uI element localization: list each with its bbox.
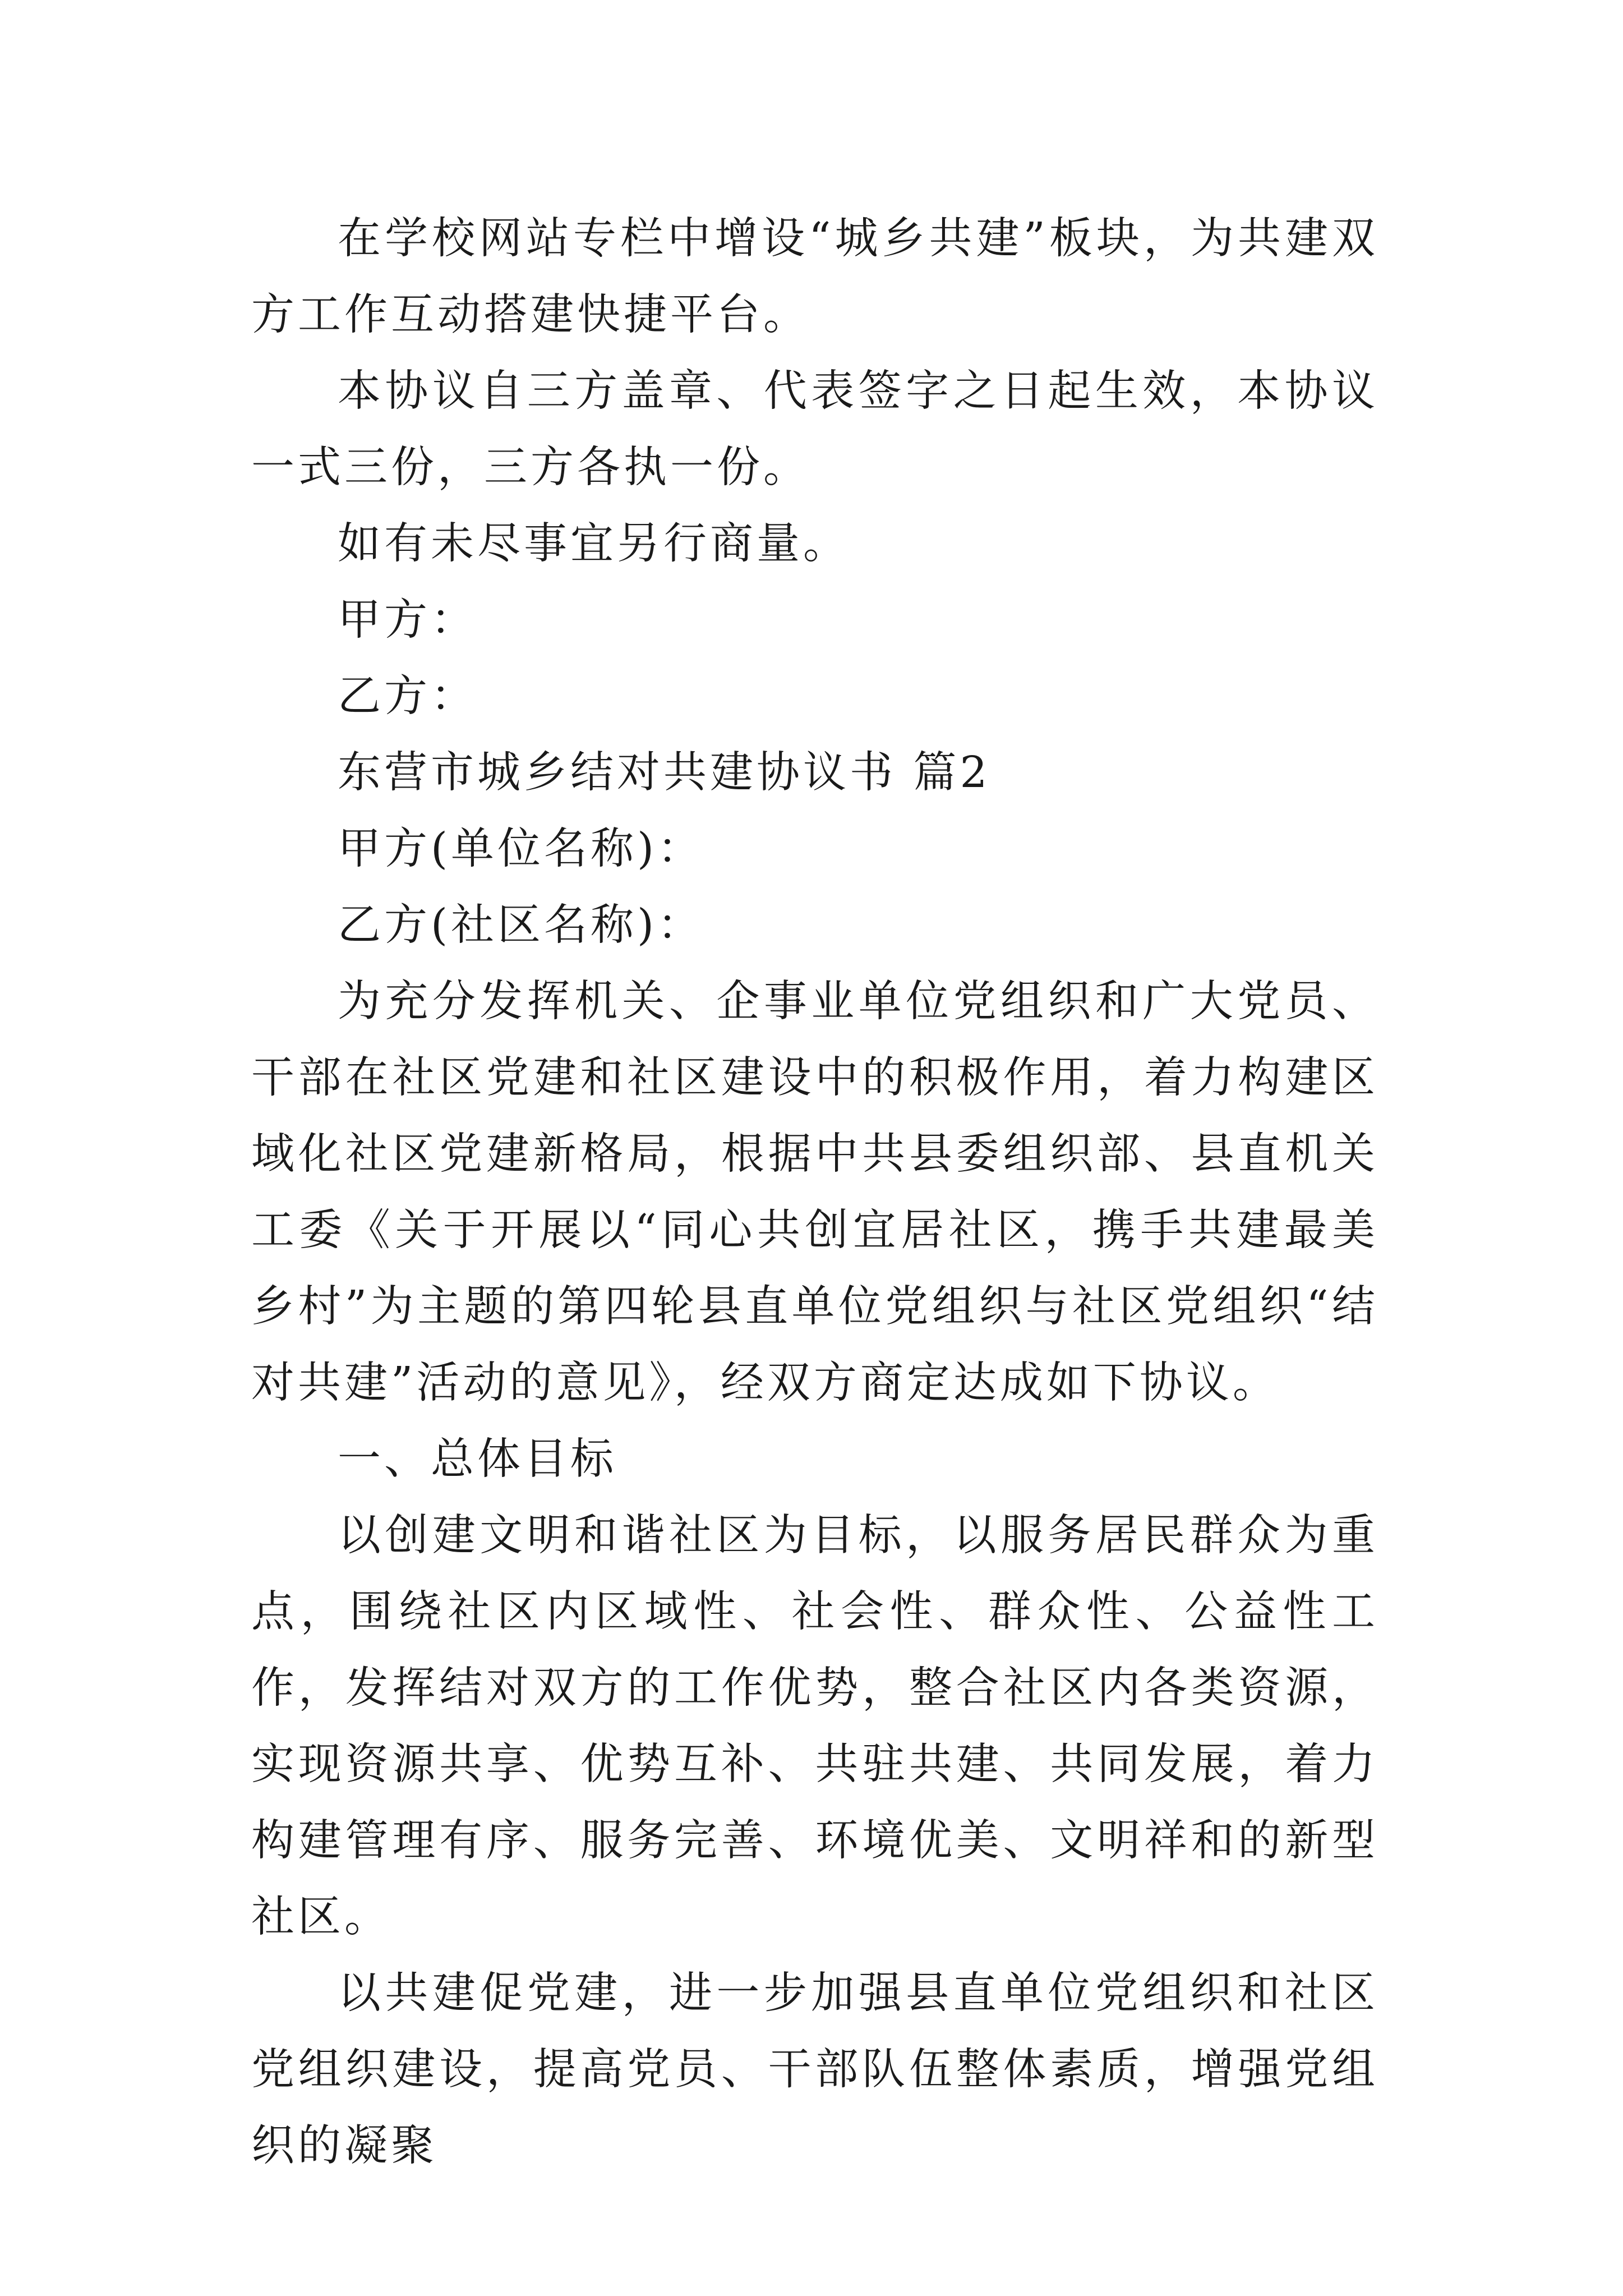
- paragraph-agreement-effective: 本协议自三方盖章、代表签字之日起生效，本协议一式三份，三方各执一份。: [251, 366, 1378, 493]
- heading-overall-goal: 一、总体目标: [338, 1434, 617, 1484]
- paragraph-goal-community: 以创建文明和谐社区为目标，以服务居民群众为重点，围绕社区内区域性、社会性、群众性、公益性工作，发挥结对双方的工作优势，整合社区内各类资源，实现资源共享、优势互补、共驻共建、共同发展，着力构建管理有序、服务完善、环境优美、文明祥和的新型社区。: [251, 1511, 1378, 1942]
- party-a-label: 甲方：: [338, 595, 477, 645]
- paragraph-other-matters: 如有未尽事宜另行商量。: [338, 519, 850, 569]
- party-b-label: 乙方：: [338, 671, 477, 721]
- paragraph-website-section: 在学校网站专栏中增设“城乡共建”板块，为共建双方工作互动搭建快捷平台。: [251, 214, 1378, 340]
- party-b-community-name: 乙方(社区名称)：: [338, 900, 704, 950]
- paragraph-goal-party-building: 以共建促党建，进一步加强县直单位党组织和社区党组织建设，提高党员、干部队伍整体素质，增强党组织的凝聚: [251, 1968, 1378, 2171]
- party-a-unit-name: 甲方(单位名称)：: [338, 824, 704, 874]
- section-title-part-2: 东营市城乡结对共建协议书 篇2: [338, 748, 991, 798]
- document-body: [251, 201, 1378, 2184]
- paragraph-purpose: 为充分发挥机关、企事业单位党组织和广大党员、干部在社区党建和社区建设中的积极作用，着力构建区域化社区党建新格局，根据中共县委组织部、县直机关工委《关于开展以“同心共创宜居社区，携手共建最美乡村”为主题的第四轮县直单位党组织与社区党组织“结对共建”活动的意见》，经双方商定达成如下协议。: [251, 977, 1378, 1408]
